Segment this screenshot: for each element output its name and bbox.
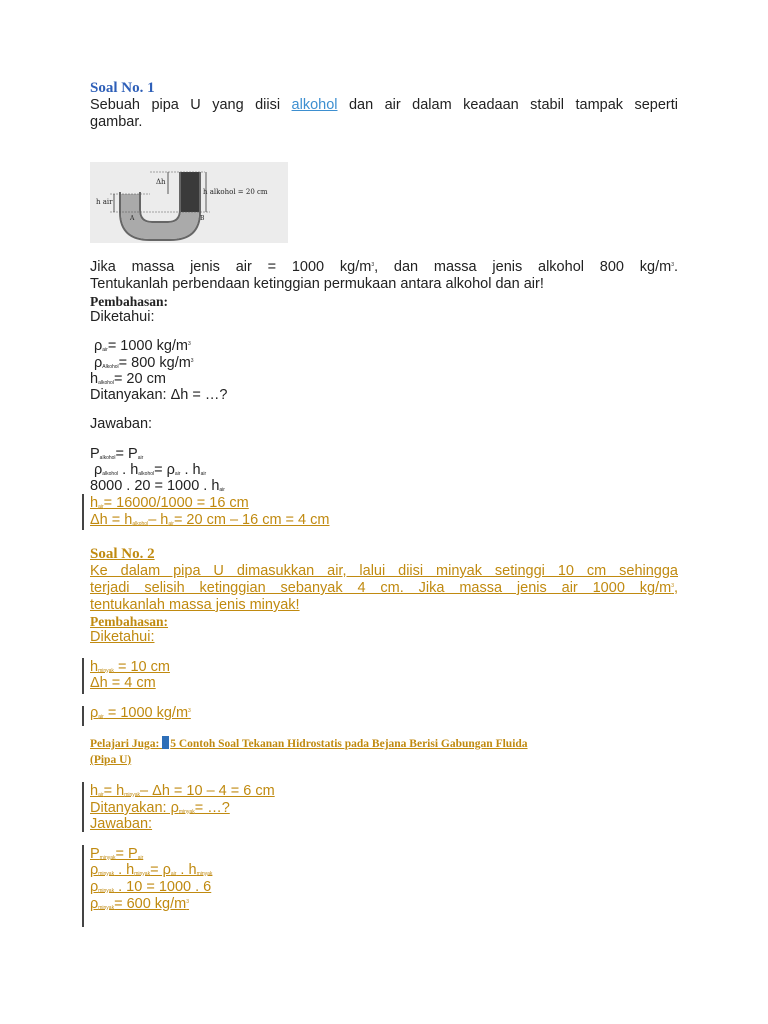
soal-2-diketahui: Diketahui:: [90, 629, 155, 645]
quote-bar: [82, 658, 84, 694]
soal-2-h-air: $h_{air}= h_{minyak}-$ Δh = 10 – 4 = 6 cm: [90, 783, 275, 799]
label-h-air: h air: [96, 198, 113, 206]
quote-bar: [82, 706, 84, 726]
soal-1-step-1: $P_{alkohol}= P_{air}$: [90, 446, 144, 462]
soal-1-jawaban: Jawaban:: [90, 416, 153, 432]
soal-1-diketahui: Diketahui:: [90, 309, 155, 325]
u-tube-figure: [90, 162, 288, 243]
soal-1-given-line2: Tentukanlah perbendaan ketinggian permukaan antara alkohol dan air!: [90, 276, 544, 292]
soal-1-step-2: $\rho_{alkohol}$ . $h_{alkohol}= \rho_{air}$ . $h_{air}$: [94, 462, 207, 478]
soal-2-ditanyakan: Ditanyakan: $\rho_{minyak}=$ …?: [90, 800, 230, 816]
soal-1-step-3: 8000 . 20 = 1000 . $h_{air}$: [90, 478, 225, 494]
soal-2-title: Soal No. 2: [90, 546, 155, 562]
soal-2-known-2: Δh = 4 cm: [90, 675, 156, 691]
soal-2-step-2: $\rho_{minyak}$ . $h_{minyak}= \rho_{air}$ . $h_{minyak}$: [90, 862, 213, 878]
soal-2-known-1: $h_{minyak} = 10$ cm: [90, 659, 170, 675]
soal-1-title: Soal No. 1: [90, 80, 155, 96]
soal-1-given-line1: Jika massa jenis air = 1000 $kg/m^3$, dan massa jenis alkohol 800 $kg/m^3$.: [90, 259, 678, 275]
quote-bar: [82, 494, 84, 530]
soal-1-known-3: $h_{alkohol}= 20$ cm: [90, 371, 166, 387]
highlight-marker: [162, 736, 169, 749]
label-dh: Δh: [156, 178, 166, 186]
soal-2-step-3: $\rho_{minyak}$ . 10 = 1000 . 6: [90, 879, 212, 895]
soal-2-step-4: $\rho_{minyak}= 600$ $kg/m^3$: [90, 896, 190, 912]
soal-1-step-4: $h_{air}= 16000/1000 = 16$ cm: [90, 495, 249, 511]
u-tube-diagram: [90, 162, 288, 243]
label-h-alkohol: h alkohol = 20 cm: [203, 188, 268, 196]
soal-2-known-3: $\rho_{air} = 1000$ $kg/m^3$: [90, 705, 191, 721]
quote-bar: [82, 845, 84, 927]
soal-1-known-2: $\rho_{Alkohol}= 800$ $kg/m^3$: [94, 355, 194, 371]
soal-2-jawaban: Jawaban:: [90, 816, 153, 832]
soal-1-step-5: $\Delta h = h_{alkohol}-$ $h_{air}= 20$ cm – 16 cm = 4 cm: [90, 512, 330, 528]
soal-1-intro-line2: gambar.: [90, 114, 143, 130]
soal-1-ditanyakan: Ditanyakan: Δh = …?: [90, 387, 228, 403]
label-a: A: [130, 215, 135, 222]
quote-bar: [82, 782, 84, 832]
soal-1-pembahasan: Pembahasan:: [90, 294, 169, 309]
related-article-link-line2[interactable]: (Pipa U): [90, 754, 132, 766]
soal-2-pembahasan: Pembahasan:: [90, 614, 169, 629]
soal-2-line3: tentukanlah massa jenis minyak!: [90, 597, 300, 613]
alkohol-link[interactable]: alkohol: [291, 97, 338, 113]
related-article-link[interactable]: Pelajari Juga: 5 Contoh Soal Tekanan Hidrostatis pada Bejana Berisi Gabungan Fluida: [90, 738, 528, 750]
soal-1-intro: Sebuah pipa U yang diisi alkohol dan air dalam keadaan stabil tampak seperti: [90, 97, 678, 113]
soal-1-known-1: $\rho_{air}= 1000$ $kg/m^3$: [94, 338, 191, 354]
soal-2-step-1: $P_{minyak}= P_{air}$: [90, 846, 144, 862]
soal-2-line2: terjadi selisih ketinggian sebanyak 4 cm. Jika massa jenis air 1000 $kg/m^3$,: [90, 580, 678, 596]
soal-2-line1: Ke dalam pipa U dimasukkan air, lalui diisi minyak setinggi 10 cm sehingga: [90, 563, 678, 579]
label-b: B: [200, 215, 205, 222]
